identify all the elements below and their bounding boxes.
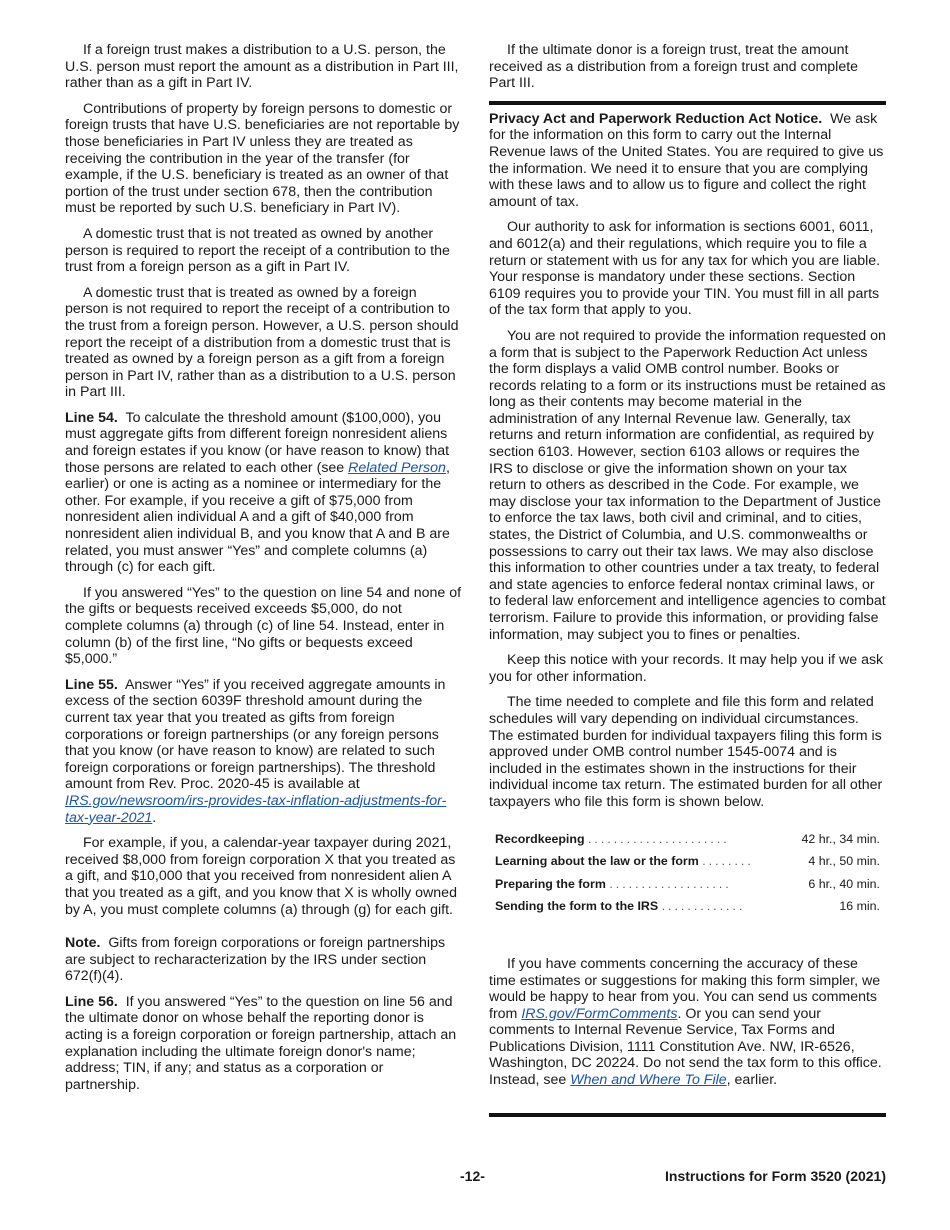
- right-column: [489, 42, 886, 1098]
- line-56-heading: Line 56.: [65, 993, 118, 1010]
- paragraph: A domestic trust that is not treated as owned by another person is required to report the receipt of a contribution to the trust from a foreign person as a gift in Part IV.: [65, 225, 450, 276]
- table-row: [489, 873, 886, 896]
- comments-text: If you have comments concerning the accuracy of these time estimates or suggestions for making this form simpler, we would be happy to hear from you. You can send us comments from: [489, 955, 881, 1022]
- section-divider: [489, 1113, 886, 1117]
- burden-label-cell: [489, 895, 787, 918]
- burden-table: [489, 828, 886, 918]
- page-number: -12-: [460, 1168, 485, 1184]
- burden-value: 6 hr., 40 min.: [808, 876, 880, 891]
- burden-value: 42 hr., 34 min.: [801, 831, 880, 846]
- line-55-text: Answer “Yes” if you received aggregate amounts in excess of the section 6039F threshold amount during the current tax year that you treated as gifts from foreign corporations or foreign partnerships (or any foreign persons that you know (or have reason to know) are related to such foreign corporations or foreign partnerships). The threshold amount from Rev. Proc. 2020-45 is available at: [65, 676, 446, 793]
- paragraph: Keep this notice with your records. It may help you if we ask you for other information.: [489, 652, 884, 685]
- paragraph: For example, if you, a calendar-year taxpayer during 2021, received $8,000 from foreign corporation X that you treated as a gift, and $10,000 that you received from nonresident alien A that you treated as a gift, and you know that X is wholly owned by A, you must complete columns (a) through (g) for each gift.: [65, 835, 457, 918]
- comments-paragraph: [489, 956, 886, 1089]
- note-paragraph: [65, 935, 462, 985]
- irs-newsroom-link[interactable]: IRS.gov/newsroom/irs-provides-tax-inflation-adjustments-for-tax-year-2021: [65, 792, 447, 826]
- burden-label: Recordkeeping: [495, 831, 585, 846]
- note-heading: Note.: [65, 935, 101, 952]
- note-text: Gifts from foreign corporations or foreign partnerships are subject to recharacterization by the IRS under section 672(f)(4).: [65, 935, 446, 985]
- leader-dots: ...................: [609, 876, 732, 891]
- comments-text-end: , earlier.: [726, 1072, 778, 1089]
- line-54-text-cont: , earlier) or one is acting as a nominee or intermediary for the other. For example, if you receive a gift of $75,000 from nonresident alien individual A and a gift of $40,000 from nonresident alien individual B, and you know that A and B are related, you must answer “Yes” and complete columns (a) through (c) for each gift.: [65, 459, 450, 576]
- line-55-heading: Line 55.: [65, 676, 118, 693]
- line-56-text: If you answered “Yes” to the question on line 56 and the ultimate donor on whose behalf the reporting donor is acting is a foreign corporation or foreign partnership, attach an explanation including the ultimate foreign donor's name; address; TIN, if any; and status as a corporation or partnership.: [65, 993, 457, 1093]
- burden-label: Preparing the form: [495, 876, 606, 891]
- leader-dots: ........: [702, 854, 754, 869]
- privacy-notice-heading: Privacy Act and Paperwork Reduction Act Notice.: [489, 110, 823, 127]
- related-person-link[interactable]: Related Person: [348, 459, 446, 476]
- table-row: [489, 828, 886, 851]
- burden-label-cell: [489, 850, 787, 873]
- line-54-text: To calculate the threshold amount ($100,000), you must aggregate gifts from different foreign nonresident aliens and foreign estates if you know (or have reason to know) that those persons are related to each other (see: [65, 409, 450, 476]
- paragraph: The time needed to complete and file this form and related schedules will vary depending on individual circumstances. The estimated burden for individual taxpayers filing this form is approved under OMB control number 1545-0074 and is included in the estimates shown in the instructions for their individual income tax return. The estimated burden for all other taxpayers who file this form is shown below.: [489, 694, 883, 810]
- line-56-paragraph: [65, 994, 462, 1094]
- footer-form-title: Instructions for Form 3520 (2021): [665, 1168, 886, 1184]
- line-54-heading: Line 54.: [65, 409, 118, 426]
- leader-dots: .............: [661, 899, 746, 914]
- form-comments-link[interactable]: IRS.gov/FormComments: [521, 1005, 678, 1022]
- paragraph: If a foreign trust makes a distribution to a U.S. person, the U.S. person must report the amount as a distribution in Part III, rather than as a gift in Part IV.: [65, 42, 459, 92]
- left-column: [65, 42, 462, 1102]
- when-where-to-file-link[interactable]: When and Where To File: [570, 1072, 727, 1089]
- paragraph: A domestic trust that is treated as owned by a foreign person is not required to report the receipt of a contribution to the trust from a foreign person. However, a U.S. person should report the receipt of a distribution from a domestic trust that is treated as owned by a foreign person as a gift from a foreign person in Part IV, rather than as a distribution to a U.S. person in Part III.: [65, 284, 459, 401]
- privacy-notice-paragraph: [489, 101, 886, 211]
- line-54-paragraph: [65, 410, 462, 576]
- comments-text-cont: . Or you can send your comments to Internal Revenue Service, Tax Forms and Publications Division, 1111 Constitution Ave. NW, IR-6526, Washington, DC 20224. Do not send the tax form to this office. Instead, see: [489, 1005, 882, 1089]
- burden-label: Learning about the law or the form: [495, 854, 699, 869]
- paragraph: Contributions of property by foreign persons to domestic or foreign trusts that have U.S. beneficiaries are not reportable by those beneficiaries in Part IV unless they are treated as receiving the contribution in the year of the transfer (for example, if the U.S. beneficiary is treated as an owner of that portion of the trust under section 678, then the contribution must be reported by such U.S. beneficiary in Part IV).: [65, 100, 460, 217]
- paragraph: Our authority to ask for information is sections 6001, 6011, and 6012(a) and their regulations, which require you to file a return or statement with us for any tax for which you are liable. Your response is mandatory under these sections. Section 6109 requires you to provide your TIN. You must fill in all parts of the tax form that apply to you.: [489, 219, 881, 319]
- line-55-paragraph: [65, 677, 462, 826]
- burden-value: 16 min.: [839, 899, 880, 914]
- burden-value: 4 hr., 50 min.: [808, 854, 880, 869]
- paragraph: If the ultimate donor is a foreign trust, treat the amount received as a distribution from a foreign trust and complete Part III.: [489, 42, 859, 92]
- line-55-text-cont: .: [152, 809, 157, 826]
- table-row: [489, 850, 886, 873]
- paragraph: If you answered “Yes” to the question on line 54 and none of the gifts or bequests received exceeds $5,000, do not complete columns (a) through (c) of line 54. Instead, enter in column (b) of the first line, “No gifts or bequests exceed $5,000.”: [65, 584, 462, 668]
- paragraph: You are not required to provide the information requested on a form that is subject to the Paperwork Reduction Act unless the form displays a valid OMB control number. Books or records relating to a form or its instructions must be retained as long as their contents may become material in the administration of any Internal Revenue law. Generally, tax returns and return information are confidential, as required by section 6103. However, section 6103 allows or requires the IRS to disclose or give the information shown on your tax return to others as described in the Code. For example, we may disclose your tax information to the Department of Justice to enforce the tax laws, both civil and criminal, and to cities, states, the District of Columbia, and U.S. commonwealths or possessions to carry out their tax laws. We may also disclose this information to other countries under a tax treaty, to federal and state agencies to enforce federal nontax criminal laws, or to federal law enforcement and intelligence agencies to combat terrorism. Failure to provide this information, or providing false information, may subject you to fines or penalties.: [489, 327, 886, 643]
- table-row: [489, 895, 886, 918]
- leader-dots: ......................: [587, 831, 730, 846]
- burden-label: Sending the form to the IRS: [495, 899, 659, 914]
- burden-label-cell: [489, 828, 787, 851]
- burden-label-cell: [489, 873, 787, 896]
- privacy-notice-text: We ask for the information on this form to carry out the Internal Revenue laws of the United States. You are required to give us the information. We need it to ensure that you are complying with these laws and to allow us to figure and collect the right amount of tax.: [489, 110, 884, 210]
